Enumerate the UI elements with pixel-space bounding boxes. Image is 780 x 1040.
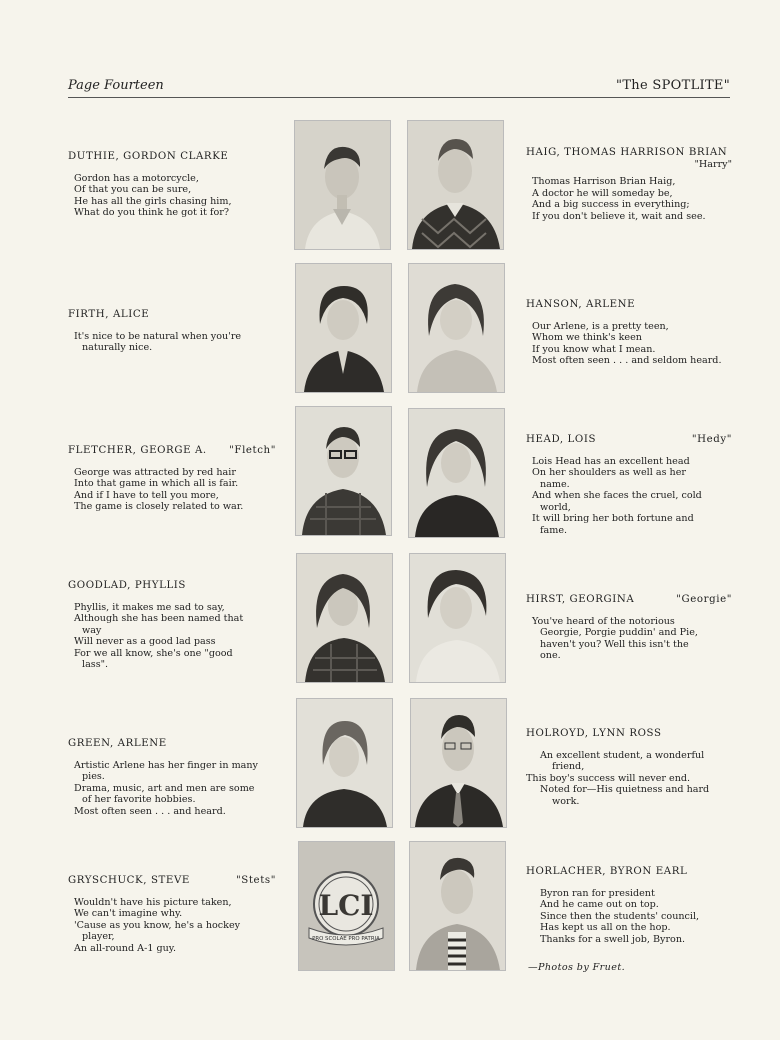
school-crest-panel (298, 841, 395, 971)
portrait-photo-hanson (408, 263, 505, 393)
student-name: HIRST, GEORGINA (526, 594, 635, 605)
student-caption: Our Arlene, is a pretty teen, Whom we think's keen If you know what I mean. Most often seen . . . and seldom heard. (532, 320, 722, 366)
student-caption: Byron ran for president And he came out on top. Since then the students' council, Has kept us all on the hop. Thanks for a swell job, Byron. (540, 887, 700, 945)
student-name: FIRTH, ALICE (68, 309, 150, 320)
student-nickname: "Georgie" (676, 594, 732, 605)
student-entry-green (68, 738, 276, 817)
portrait-image (297, 554, 392, 682)
student-caption: Phyllis, it makes me sad to say, Although she has been named that way Will never as a good lad pass For we all know, she's one "good lass". (74, 601, 244, 670)
portrait-photo-horlacher (409, 841, 506, 971)
portrait-image (411, 699, 506, 827)
student-name: HANSON, ARLENE (526, 299, 636, 310)
student-nickname: "Fletch" (229, 445, 276, 456)
student-name: GOODLAD, PHYLLIS (68, 580, 187, 591)
school-crest (299, 842, 394, 970)
student-name: GREEN, ARLENE (68, 738, 167, 749)
photo-credit: —Photos by Fruet. (528, 962, 626, 973)
student-entry-hirst (526, 594, 732, 662)
portrait-photo-goodlad (296, 553, 393, 683)
student-entry-hanson (526, 299, 732, 367)
student-entry-fletcher (68, 445, 276, 513)
student-nickname: "Hedy" (691, 434, 732, 445)
page-number: Page Fourteen (68, 78, 164, 93)
student-caption: Artistic Arlene has her finger in many pies. Drama, music, art and men are some of her favorite hobbies. Most often seen . . . and heard. (74, 759, 258, 817)
student-caption: An excellent student, a wonderful friend, This boy's success will never end. Noted for—His quietness and hard work. (526, 749, 710, 807)
student-caption: You've heard of the notorious Georgie, Porgie puddin' and Pie, haven't you? Well this isn't the one. (532, 615, 698, 661)
student-name: HOLROYD, LYNN ROSS (526, 728, 662, 739)
student-entry-head (526, 434, 732, 536)
student-name: FLETCHER, GEORGE A. (68, 445, 207, 456)
student-entry-horlacher (526, 866, 732, 945)
student-entry-firth (68, 309, 276, 354)
portrait-image (409, 409, 504, 537)
student-caption: It's nice to be natural when you're naturally nice. (74, 330, 242, 353)
page-header (68, 78, 730, 98)
student-name: HEAD, LOIS (526, 434, 597, 445)
student-caption: Wouldn't have his picture taken, We can't imagine why. 'Cause as you know, he's a hockey player, An all-round A-1 guy. (74, 896, 241, 954)
portrait-image (410, 842, 505, 970)
portrait-photo-fletcher (295, 406, 392, 536)
portrait-image (296, 407, 391, 535)
crest-letters: LCI (318, 889, 374, 922)
student-entry-gryschuck (68, 875, 276, 954)
portrait-image (409, 264, 504, 392)
student-entry-haig (526, 147, 732, 222)
student-entry-holroyd (526, 728, 732, 807)
student-name: DUTHIE, GORDON CLARKE (68, 151, 229, 162)
portrait-photo-head (408, 408, 505, 538)
publication-title: "The SPOTLITE" (616, 78, 730, 93)
student-caption: Gordon has a motorcycle, Of that you can be sure, He has all the girls chasing him, What do you think he got it for? (74, 172, 232, 218)
portrait-photo-hirst (409, 553, 506, 683)
student-caption: Lois Head has an excellent head On her shoulders as well as her name. And when she faces the cruel, cold world, It will bring her both fortune and fame. (532, 455, 702, 536)
portrait-image (297, 699, 392, 827)
crest-motto: PRO SCOLAE PRO PATRIA (312, 936, 380, 942)
student-entry-duthie (68, 151, 276, 219)
portrait-image (295, 121, 390, 249)
student-nickname: "Stets" (236, 875, 276, 886)
student-name: HORLACHER, BYRON EARL (526, 866, 688, 877)
header-rule (68, 97, 730, 98)
portrait-photo-haig (407, 120, 504, 250)
portrait-image (296, 264, 391, 392)
portrait-image (410, 554, 505, 682)
portrait-photo-holroyd (410, 698, 507, 828)
portrait-photo-duthie (294, 120, 391, 250)
portrait-photo-green (296, 698, 393, 828)
student-name: HAIG, THOMAS HARRISON BRIAN (526, 147, 728, 158)
student-caption: Thomas Harrison Brian Haig, A doctor he will someday be, And a big success in everything; If you don't believe it, wait and see. (532, 176, 706, 222)
student-caption: George was attracted by red hair Into that game in which all is fair. And if I have to tell you more, The game is closely related to war. (74, 466, 244, 512)
portrait-photo-firth (295, 263, 392, 393)
student-nickname: "Harry" (694, 158, 732, 170)
student-name: GRYSCHUCK, STEVE (68, 875, 190, 886)
portrait-image (408, 121, 503, 249)
student-entry-goodlad (68, 580, 276, 671)
